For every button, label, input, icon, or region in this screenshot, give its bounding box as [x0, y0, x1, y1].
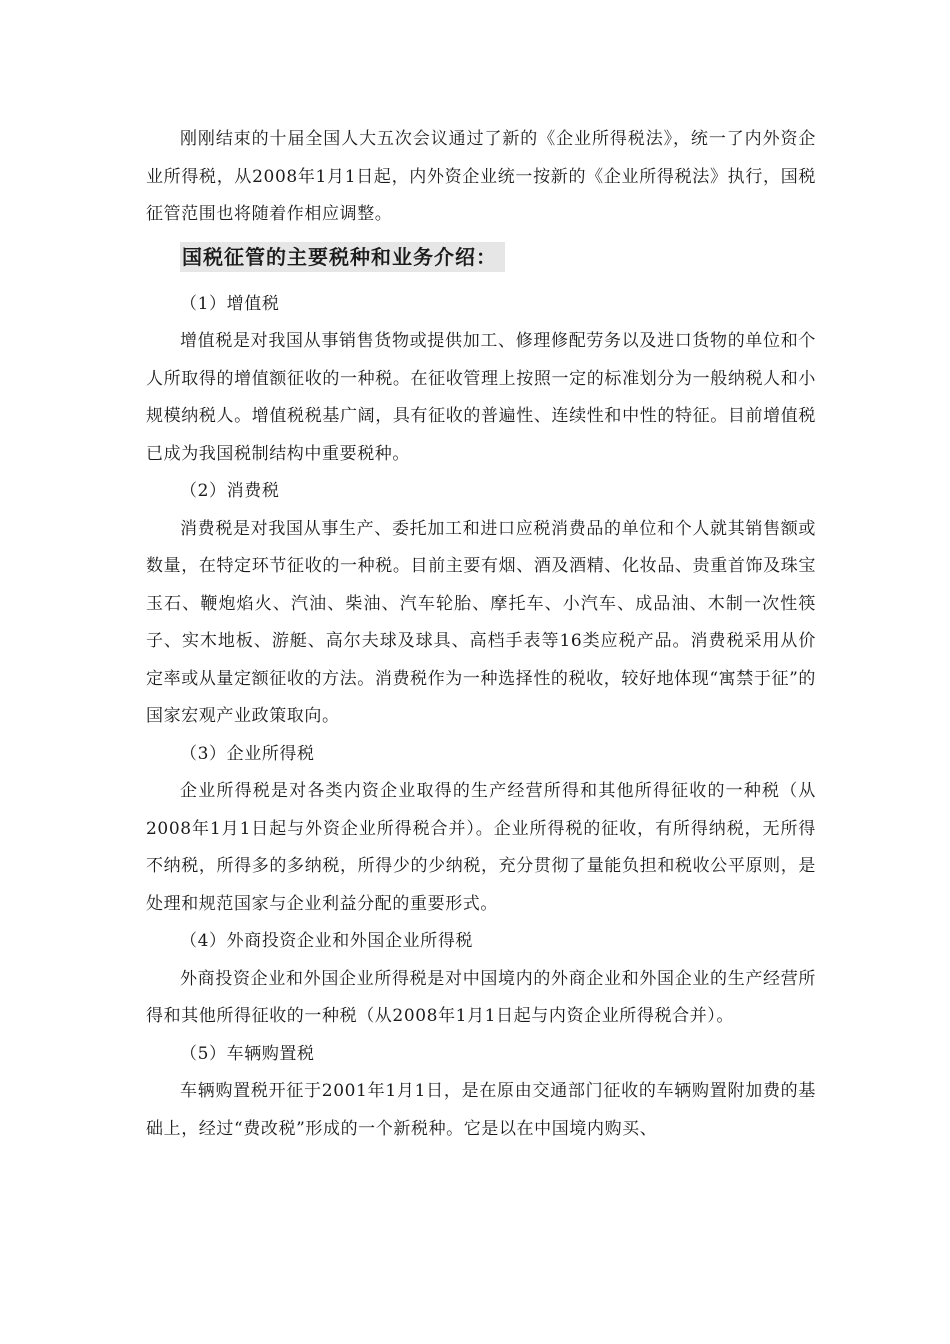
- item-title-foreign-enterprise-tax: （4）外商投资企业和外国企业所得税: [180, 931, 474, 951]
- item-title-vat: （1）增值税: [180, 293, 280, 314]
- intro-paragraph: 刚刚结束的十届全国人大五次会议通过了新的《企业所得税法》，统一了内外资企业所得税，从2008年1月1日起，内外资企业统一按新的《企业所得税法》执行，国税征管范围也将随着作相应调整。: [146, 129, 816, 224]
- section-heading: 国税征管的主要税种和业务介绍：: [180, 242, 505, 272]
- item-body-consumption-tax: 消费税是对我国从事生产、委托加工和进口应税消费品的单位和个人就其销售额或数量，在特定环节征收的一种税。目前主要有烟、酒及酒精、化妆品、贵重首饰及珠宝玉石、鞭炮焰火、汽油、柴油、汽车轮胎、摩托车、小汽车、成品油、木制一次性筷子、实木地板、游艇、高尔夫球及球具、高档手表等16类应税产品。消费税采用从价定率或从量定额征收的方法。消费税作为一种选择性的税收，较好地体现“寓禁于征”的国家宏观产业政策取向。: [146, 518, 816, 726]
- item-title-vehicle-purchase-tax: （5）车辆购置税: [180, 1043, 315, 1064]
- item-body-foreign-enterprise-tax: 外商投资企业和外国企业所得税是对中国境内的外商企业和外国企业的生产经营所得和其他所得征收的一种税（从2008年1月1日起与内资企业所得税合并）。: [146, 968, 816, 1026]
- item-title-enterprise-income-tax: （3）企业所得税: [180, 743, 315, 764]
- section-heading-wrap: [146, 242, 816, 272]
- document-body: [146, 121, 816, 1148]
- item-body-enterprise-income-tax: 企业所得税是对各类内资企业取得的生产经营所得和其他所得征收的一种税（从2008年1月1日起与外资企业所得税合并）。企业所得税的征收，有所得纳税，无所得不纳税，所得多的多纳税，所得少的少纳税，充分贯彻了量能负担和税收公平原则，是处理和规范国家与企业利益分配的重要形式。: [146, 781, 816, 914]
- item-title-consumption-tax: （2）消费税: [180, 481, 280, 501]
- item-body-vehicle-purchase-tax: 车辆购置税开征于2001年1月1日，是在原由交通部门征收的车辆购置附加费的基础上，经过“费改税”形成的一个新税种。它是以在中国境内购买、: [146, 1081, 816, 1139]
- item-body-vat: 增值税是对我国从事销售货物或提供加工、修理修配劳务以及进口货物的单位和个人所取得的增值额征收的一种税。在征收管理上按照一定的标准划分为一般纳税人和小规模纳税人。增值税税基广阔，具有征收的普遍性、连续性和中性的特征。目前增值税已成为我国税制结构中重要税种。: [146, 331, 816, 464]
